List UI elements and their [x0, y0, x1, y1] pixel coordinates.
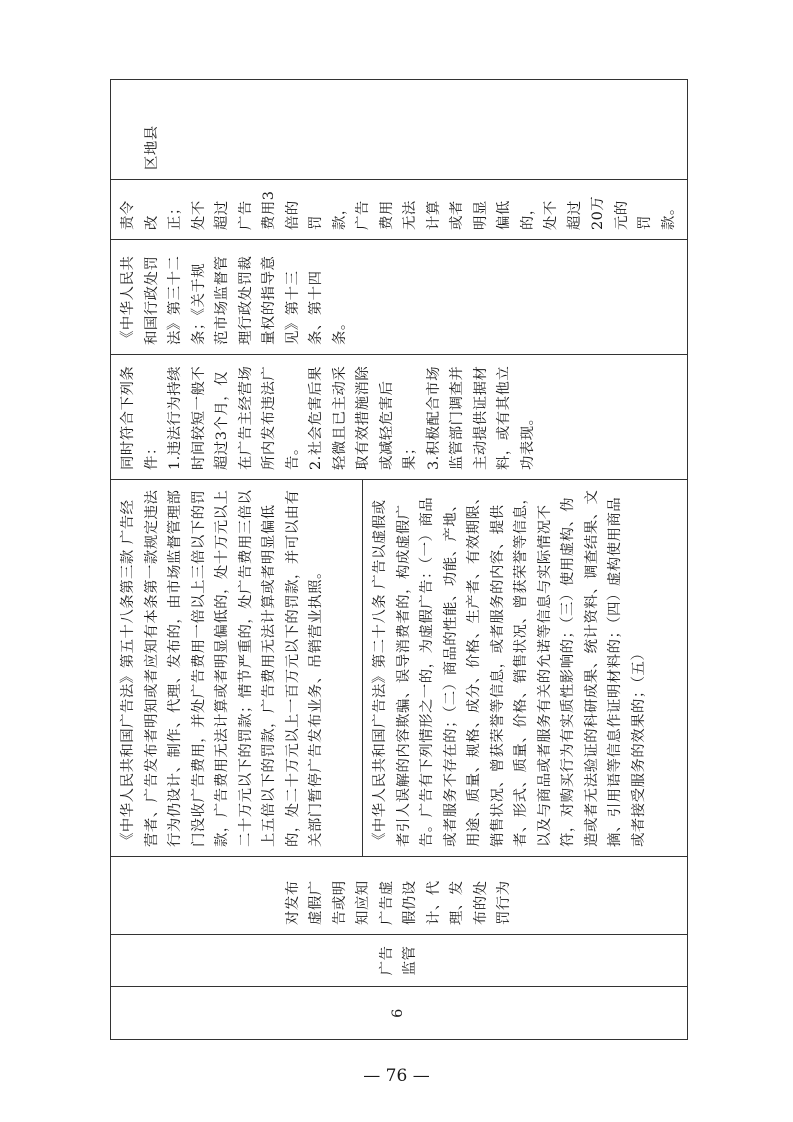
basis-cell-1 [111, 480, 363, 857]
conditions-line: 同时符合下列条件： [120, 365, 160, 470]
category-label: 广告 监管 [378, 945, 418, 976]
legal-basis-line: 《中华人民共和国行政处罚法》 [120, 255, 183, 345]
category-cell [111, 935, 688, 987]
table-row [111, 80, 363, 1040]
row-number-cell [111, 987, 688, 1040]
basis-cell-2 [363, 480, 688, 857]
penalty-table [110, 79, 688, 1040]
penalty-text: 责令改正；处不超过广告费用3倍的罚款，广告费用无法计算或者明显偏低的，处不超过20万元的罚款。 [120, 190, 677, 230]
basis-text-1: 《中华人民共和国广告法》第五十八条第三款 广告经营者、广告发布者明知或者应知有本条第一款规定违法行为仍设计、制作、代理、发布的，由市场监督管理部门没收广告费用，并处广告费用一倍以上三倍以下的罚款，广告费用无法计算或者明显偏低的，处十万元以上二十万元以下的罚款；情节严重的，处广告费用三倍以上五倍以下的罚款，广告费用无法计算或者明显偏低的，处二十万元以上一百万元以下的罚款，并可以由有关部门暂停广告发布业务、吊销营业执照。 [120, 489, 324, 847]
item-cell [111, 857, 688, 935]
rotated-table-frame [110, 80, 677, 1040]
legal-basis-line: 第三十二条； [167, 255, 207, 345]
basis-text-2: 《中华人民共和国广告法》第二十八条 广告以虚假或者引人误解的内容欺骗、误导消费者的，构成虚假广告。广告有下列情形之一的，为虚假广告：（一）商品或者服务不存在的；（二）商品的性能、功能、产地、用途、质量、规格、成分、价格、生产者、有效期限、销售状况、曾获荣誉等信息，或者服务的内容、提供者、形式、质量、价格、销售状况、曾获荣誉等信息，以及与商品或者服务有关的允诺等信息与实际情况不符，对购买行为有实质性影响的；（三）使用虚构、伪造或者无法验证的科研成果、统计资料、调查结果、文摘、引用语等信息作证明材料的；（四）虚构使用商品或者接受服务的效果的；（五） [372, 489, 647, 847]
legal-basis-cell [111, 240, 688, 355]
item-text: 对发布虚假广告或明知应知广告虚假仍设计、代理、发布的处罚行为 [284, 880, 512, 925]
conditions-line: 1.违法行为持续时间较短一般不超过3个月，仅在广告主经营场所内发布违法广告。 [167, 365, 301, 470]
row-number: 6 [390, 1008, 407, 1018]
page-number: — 76 — [363, 1066, 430, 1086]
conditions-cell [111, 355, 688, 480]
legal-basis-line: 《关于规范市场监督管理行政处罚裁量权的指导意见》第十三条、第十四条。 [190, 255, 348, 345]
region-note: 区地县 [144, 125, 160, 170]
conditions-line: 2.社会危害后果轻微且已主动采取有效措施消除或减轻危害后果； [308, 365, 418, 470]
penalty-cell [111, 180, 688, 240]
region-cell [111, 80, 688, 180]
conditions-line: 3.积极配合市场监管部门调查并主动提供证据材料，或有其他立功表现。 [425, 365, 536, 470]
